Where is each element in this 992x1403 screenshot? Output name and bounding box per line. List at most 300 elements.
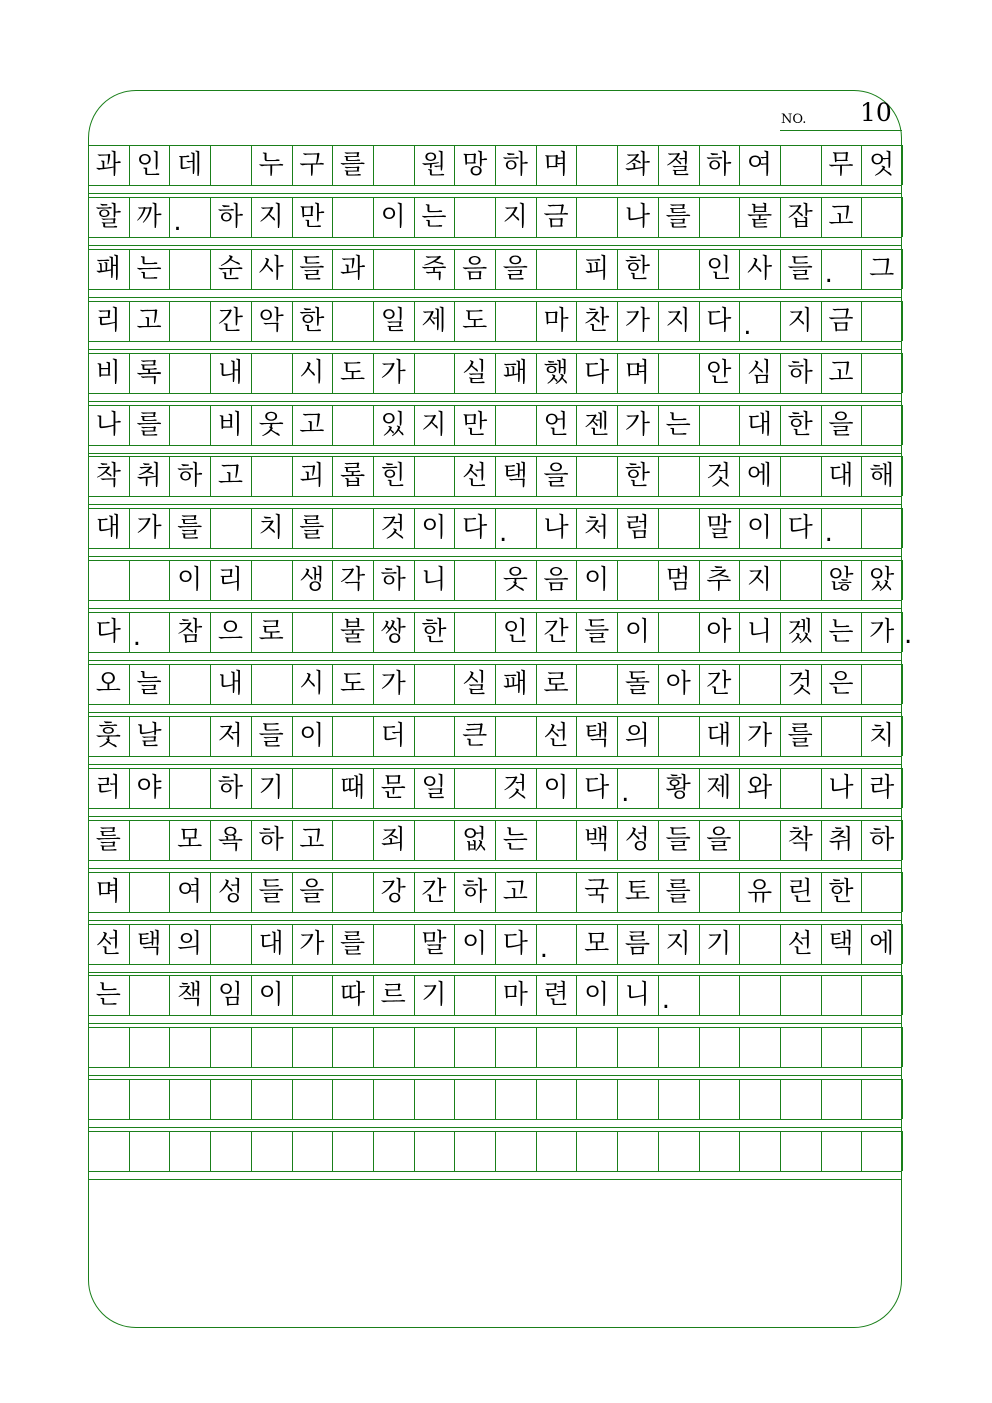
grid-cell <box>821 716 862 756</box>
grid-cell: 가 <box>380 669 406 699</box>
page-number-label: NO. <box>781 112 807 127</box>
grid-cell: 아 <box>665 669 691 699</box>
grid-cell: 할 <box>95 201 121 232</box>
grid-cell <box>332 1131 373 1171</box>
grid-cell: 르 <box>380 980 406 1011</box>
grid-cell: 좌 <box>624 150 650 180</box>
grid-cell <box>536 249 577 289</box>
grid-line <box>88 756 902 757</box>
grid-cell: 해 <box>869 461 895 492</box>
grid-cell: 고 <box>136 305 162 336</box>
grid-cell <box>658 716 699 756</box>
grid-cell: 돌 <box>624 669 650 699</box>
grid-cell: 지 <box>502 201 528 232</box>
overflow-punctuation: . <box>904 620 913 651</box>
grid-cell <box>88 560 129 600</box>
grid-cell <box>332 508 373 548</box>
grid-line <box>902 1131 903 1171</box>
grid-cell <box>495 301 536 341</box>
grid-cell: 추 <box>706 565 732 596</box>
grid-cell <box>861 1131 902 1171</box>
grid-cell: 마 <box>543 305 569 336</box>
grid-cell: 을 <box>543 461 569 492</box>
grid-cell: . <box>621 777 630 808</box>
grid-line <box>902 975 903 1015</box>
grid-cell: 인 <box>706 253 732 284</box>
grid-cell <box>292 612 333 652</box>
grid-cell <box>169 249 210 289</box>
grid-cell: 일 <box>421 772 447 803</box>
grid-cell: 롭 <box>339 461 366 492</box>
grid-cell <box>454 1131 495 1171</box>
grid-cell: 황 <box>665 772 691 803</box>
grid-cell: 여 <box>177 876 203 907</box>
grid-cell: 택 <box>584 720 610 751</box>
grid-cell <box>780 560 821 600</box>
grid-line <box>902 197 903 237</box>
grid-cell: 대 <box>258 928 284 959</box>
grid-cell: 안 <box>706 357 732 388</box>
grid-cell: . <box>499 518 508 549</box>
grid-cell: . <box>173 206 182 237</box>
grid-cell: 붙 <box>746 201 773 232</box>
grid-cell <box>210 924 251 964</box>
grid-cell <box>454 975 495 1015</box>
grid-cell: 을 <box>706 824 732 855</box>
grid-cell: 다 <box>787 513 813 544</box>
grid-cell <box>658 612 699 652</box>
grid-line <box>902 768 903 808</box>
grid-cell: 를 <box>339 150 366 180</box>
grid-cell: 사 <box>258 253 284 284</box>
grid-cell: 이 <box>299 720 325 751</box>
grid-cell <box>414 664 455 704</box>
grid-cell <box>251 353 292 393</box>
grid-cell: 한 <box>421 617 447 648</box>
grid-cell: 야 <box>136 772 162 803</box>
grid-cell: 훗 <box>95 720 121 751</box>
grid-cell: 순 <box>217 253 243 284</box>
grid-cell: 착 <box>787 824 813 855</box>
grid-line <box>88 289 902 290</box>
grid-cell: 로 <box>258 617 284 648</box>
grid-cell <box>210 1027 251 1067</box>
grid-cell: 토 <box>624 876 650 907</box>
grid-cell <box>821 1131 862 1171</box>
grid-cell: 기 <box>706 928 732 959</box>
grid-cell: 가 <box>869 617 895 648</box>
grid-cell <box>292 1131 333 1171</box>
grid-cell: 것 <box>787 669 813 699</box>
grid-cell: 나 <box>624 201 650 232</box>
grid-cell: 간 <box>421 876 447 907</box>
grid-cell: 을 <box>299 876 325 907</box>
grid-cell <box>169 664 210 704</box>
grid-cell: 들 <box>258 876 284 907</box>
grid-cell: 마 <box>502 980 528 1011</box>
grid-cell: 고 <box>299 409 325 440</box>
grid-cell <box>373 145 414 185</box>
grid-cell: 피 <box>584 253 610 284</box>
grid-cell <box>414 456 455 496</box>
grid-cell <box>576 456 617 496</box>
grid-cell <box>373 249 414 289</box>
grid-cell: 다 <box>95 617 121 648</box>
grid-cell: 를 <box>95 824 121 855</box>
grid-cell <box>739 664 780 704</box>
grid-cell: 가 <box>380 357 406 388</box>
grid-cell <box>129 820 170 860</box>
grid-line <box>88 608 902 609</box>
grid-cell <box>861 508 902 548</box>
grid-cell: 으 <box>217 617 243 648</box>
grid-cell: 나 <box>828 772 854 803</box>
grid-line <box>88 764 902 765</box>
grid-cell: 날 <box>136 720 162 751</box>
grid-cell: 문 <box>380 772 406 803</box>
grid-cell: 간 <box>217 305 243 336</box>
grid-cell <box>169 768 210 808</box>
grid-cell <box>210 508 251 548</box>
grid-cell <box>292 1027 333 1067</box>
grid-cell: 시 <box>299 357 325 388</box>
grid-cell: 록 <box>136 357 162 388</box>
grid-cell: 선 <box>543 720 569 751</box>
grid-cell: 가 <box>624 305 650 336</box>
grid-cell <box>739 820 780 860</box>
grid-cell: 쌍 <box>380 617 406 648</box>
grid-cell: 패 <box>502 357 528 388</box>
grid-cell <box>861 197 902 237</box>
grid-cell <box>780 975 821 1015</box>
grid-cell <box>414 820 455 860</box>
grid-cell: 름 <box>624 928 650 959</box>
grid-cell: 저 <box>217 720 243 751</box>
grid-line <box>88 237 902 238</box>
grid-cell: . <box>539 933 548 964</box>
grid-cell: 에 <box>746 461 773 492</box>
grid-cell <box>454 197 495 237</box>
grid-line <box>88 453 902 454</box>
grid-cell <box>861 405 902 445</box>
grid-cell <box>251 1027 292 1067</box>
grid-cell <box>332 197 373 237</box>
grid-line <box>902 716 903 756</box>
grid-cell <box>251 664 292 704</box>
grid-cell: 와 <box>746 772 773 803</box>
grid-cell: 택 <box>502 461 528 492</box>
grid-cell <box>454 768 495 808</box>
grid-cell <box>658 1027 699 1067</box>
grid-cell: 가 <box>624 409 650 440</box>
grid-cell: 를 <box>787 720 813 751</box>
grid-cell: 때 <box>339 772 366 803</box>
grid-cell: 심 <box>746 357 773 388</box>
grid-cell: 하 <box>787 357 813 388</box>
grid-cell: 하 <box>258 824 284 855</box>
grid-cell <box>576 1131 617 1171</box>
grid-cell <box>129 1131 170 1171</box>
grid-line <box>88 556 902 557</box>
grid-cell: 패 <box>95 253 121 284</box>
grid-cell <box>454 612 495 652</box>
grid-cell: 망 <box>462 150 488 180</box>
grid-cell <box>414 716 455 756</box>
grid-cell <box>658 508 699 548</box>
grid-cell: 럼 <box>624 513 650 544</box>
grid-cell: 다 <box>706 305 732 336</box>
grid-cell: 다 <box>502 928 528 959</box>
grid-cell: 비 <box>95 357 121 388</box>
grid-cell <box>210 1131 251 1171</box>
grid-cell: 무 <box>828 150 854 180</box>
grid-cell <box>861 353 902 393</box>
grid-cell <box>169 1079 210 1119</box>
grid-cell: 이 <box>177 565 203 596</box>
grid-cell: 다 <box>462 513 488 544</box>
grid-line <box>88 193 902 194</box>
grid-cell: 말 <box>706 513 732 544</box>
grid-cell: 했 <box>543 357 569 388</box>
grid-cell <box>861 975 902 1015</box>
grid-cell: 하 <box>462 876 488 907</box>
grid-cell <box>169 1027 210 1067</box>
grid-line <box>88 504 902 505</box>
grid-cell: 를 <box>136 409 162 440</box>
grid-cell <box>739 975 780 1015</box>
grid-cell <box>88 1131 129 1171</box>
grid-cell <box>780 1131 821 1171</box>
grid-cell: 지 <box>665 305 691 336</box>
grid-cell <box>373 924 414 964</box>
grid-cell <box>536 820 577 860</box>
grid-cell: 괴 <box>299 461 325 492</box>
grid-cell: 있 <box>380 409 406 440</box>
grid-cell: 들 <box>258 720 284 751</box>
grid-cell: 라 <box>869 772 895 803</box>
grid-cell: 간 <box>543 617 569 648</box>
grid-line <box>902 560 903 600</box>
grid-cell: 는 <box>95 980 121 1011</box>
grid-cell <box>861 1027 902 1067</box>
grid-cell: 실 <box>462 357 488 388</box>
grid-cell: 취 <box>136 461 162 492</box>
grid-line <box>88 1127 902 1128</box>
grid-cell <box>739 1079 780 1119</box>
grid-cell: 멈 <box>665 565 691 596</box>
grid-cell <box>251 560 292 600</box>
grid-cell: 택 <box>136 928 162 959</box>
grid-cell <box>332 1027 373 1067</box>
grid-cell: 하 <box>217 201 243 232</box>
grid-cell: 강 <box>380 876 406 907</box>
grid-cell: 구 <box>299 150 325 180</box>
grid-line <box>88 349 902 350</box>
grid-cell: 들 <box>787 253 813 284</box>
grid-cell: 은 <box>828 669 854 699</box>
grid-cell: 한 <box>299 305 325 336</box>
grid-cell: 성 <box>217 876 243 907</box>
grid-cell <box>292 1079 333 1119</box>
grid-cell: 대 <box>746 409 773 440</box>
grid-cell: . <box>824 258 833 289</box>
grid-cell: 는 <box>665 409 691 440</box>
grid-cell: 치 <box>258 513 284 544</box>
grid-cell <box>88 1079 129 1119</box>
grid-cell: 하 <box>380 565 406 596</box>
grid-cell: 택 <box>828 928 854 959</box>
grid-cell: 것 <box>380 513 406 544</box>
grid-cell: 선 <box>95 928 121 959</box>
grid-line <box>88 548 902 549</box>
grid-cell: 이 <box>421 513 447 544</box>
grid-cell <box>861 1079 902 1119</box>
grid-cell: 며 <box>95 876 121 907</box>
grid-cell: 불 <box>339 617 366 648</box>
grid-cell: 비 <box>217 409 243 440</box>
grid-line <box>902 820 903 860</box>
grid-cell <box>780 1079 821 1119</box>
grid-line <box>902 664 903 704</box>
grid-cell: 까 <box>136 201 162 232</box>
grid-cell: 니 <box>624 980 650 1011</box>
grid-line <box>88 245 902 246</box>
grid-cell <box>658 249 699 289</box>
grid-cell: 만 <box>462 409 488 440</box>
grid-cell: 며 <box>543 150 569 180</box>
grid-cell: 대 <box>706 720 732 751</box>
grid-cell <box>821 1027 862 1067</box>
grid-cell: 이 <box>584 980 610 1011</box>
grid-cell: 지 <box>421 409 447 440</box>
grid-line <box>88 920 902 921</box>
grid-cell: 를 <box>665 201 691 232</box>
grid-cell: 니 <box>421 565 447 596</box>
grid-line <box>88 496 902 497</box>
grid-cell: 인 <box>502 617 528 648</box>
grid-cell <box>129 872 170 912</box>
grid-line <box>902 145 903 185</box>
grid-cell <box>88 1027 129 1067</box>
grid-cell: 웃 <box>258 409 284 440</box>
grid-cell: 내 <box>217 669 243 699</box>
grid-cell <box>414 353 455 393</box>
grid-cell <box>780 145 821 185</box>
grid-line <box>88 600 902 601</box>
grid-line <box>88 860 902 861</box>
grid-cell <box>292 768 333 808</box>
grid-cell <box>576 1079 617 1119</box>
grid-cell <box>169 716 210 756</box>
grid-cell: 것 <box>706 461 732 492</box>
grid-cell: 고 <box>828 357 854 388</box>
grid-cell: 간 <box>706 669 732 699</box>
grid-cell <box>821 975 862 1015</box>
grid-line <box>88 868 902 869</box>
grid-cell: 대 <box>828 461 854 492</box>
grid-cell: 지 <box>258 201 284 232</box>
grid-cell: 엇 <box>869 150 895 180</box>
grid-cell: 도 <box>339 669 366 699</box>
grid-cell <box>821 1079 862 1119</box>
grid-cell: 리 <box>95 305 121 336</box>
grid-cell: 기 <box>258 772 284 803</box>
grid-cell: 유 <box>746 876 773 907</box>
grid-cell <box>617 560 658 600</box>
grid-line <box>88 704 902 705</box>
grid-cell: 는 <box>421 201 447 232</box>
grid-cell: 니 <box>746 617 773 648</box>
grid-cell <box>210 145 251 185</box>
grid-cell: 성 <box>624 824 650 855</box>
grid-cell: 리 <box>217 565 243 596</box>
grid-cell <box>576 664 617 704</box>
grid-line <box>902 508 903 548</box>
grid-cell: 았 <box>869 565 895 596</box>
grid-cell <box>536 872 577 912</box>
grid-cell <box>414 1131 455 1171</box>
grid-cell <box>332 820 373 860</box>
grid-cell: 하 <box>177 461 203 492</box>
grid-cell: 임 <box>217 980 243 1011</box>
grid-cell: 가 <box>746 720 773 751</box>
grid-cell: 하 <box>217 772 243 803</box>
grid-cell <box>169 353 210 393</box>
grid-cell: 누 <box>258 150 284 180</box>
grid-cell <box>658 1079 699 1119</box>
grid-line <box>902 872 903 912</box>
grid-cell <box>373 1027 414 1067</box>
grid-cell: 내 <box>217 357 243 388</box>
grid-cell: 러 <box>95 772 121 803</box>
grid-cell: 힌 <box>380 461 406 492</box>
grid-cell <box>699 1079 740 1119</box>
grid-cell: 선 <box>787 928 813 959</box>
grid-cell: 취 <box>828 824 854 855</box>
grid-cell <box>739 924 780 964</box>
grid-cell: 나 <box>95 409 121 440</box>
grid-cell <box>373 1079 414 1119</box>
grid-cell <box>617 1027 658 1067</box>
grid-cell <box>129 1027 170 1067</box>
grid-cell <box>576 145 617 185</box>
grid-cell: . <box>132 622 141 653</box>
grid-cell: 생 <box>299 565 325 596</box>
grid-line <box>88 1067 902 1068</box>
grid-cell <box>169 301 210 341</box>
grid-cell: 착 <box>95 461 121 492</box>
grid-line <box>902 924 903 964</box>
grid-line <box>88 401 902 402</box>
grid-cell <box>495 405 536 445</box>
grid-cell: 절 <box>665 150 691 180</box>
grid-cell: 더 <box>380 720 406 751</box>
grid-cell: 한 <box>624 461 650 492</box>
grid-line <box>902 405 903 445</box>
grid-cell <box>576 1027 617 1067</box>
grid-cell: 늘 <box>136 669 162 699</box>
grid-cell: 이 <box>584 565 610 596</box>
grid-cell <box>699 405 740 445</box>
grid-cell: 는 <box>502 824 528 855</box>
grid-cell <box>332 405 373 445</box>
grid-cell <box>536 1079 577 1119</box>
grid-cell <box>332 716 373 756</box>
grid-cell: 를 <box>339 928 366 959</box>
grid-cell <box>169 1131 210 1171</box>
grid-cell: 련 <box>543 980 569 1011</box>
grid-cell <box>332 1079 373 1119</box>
